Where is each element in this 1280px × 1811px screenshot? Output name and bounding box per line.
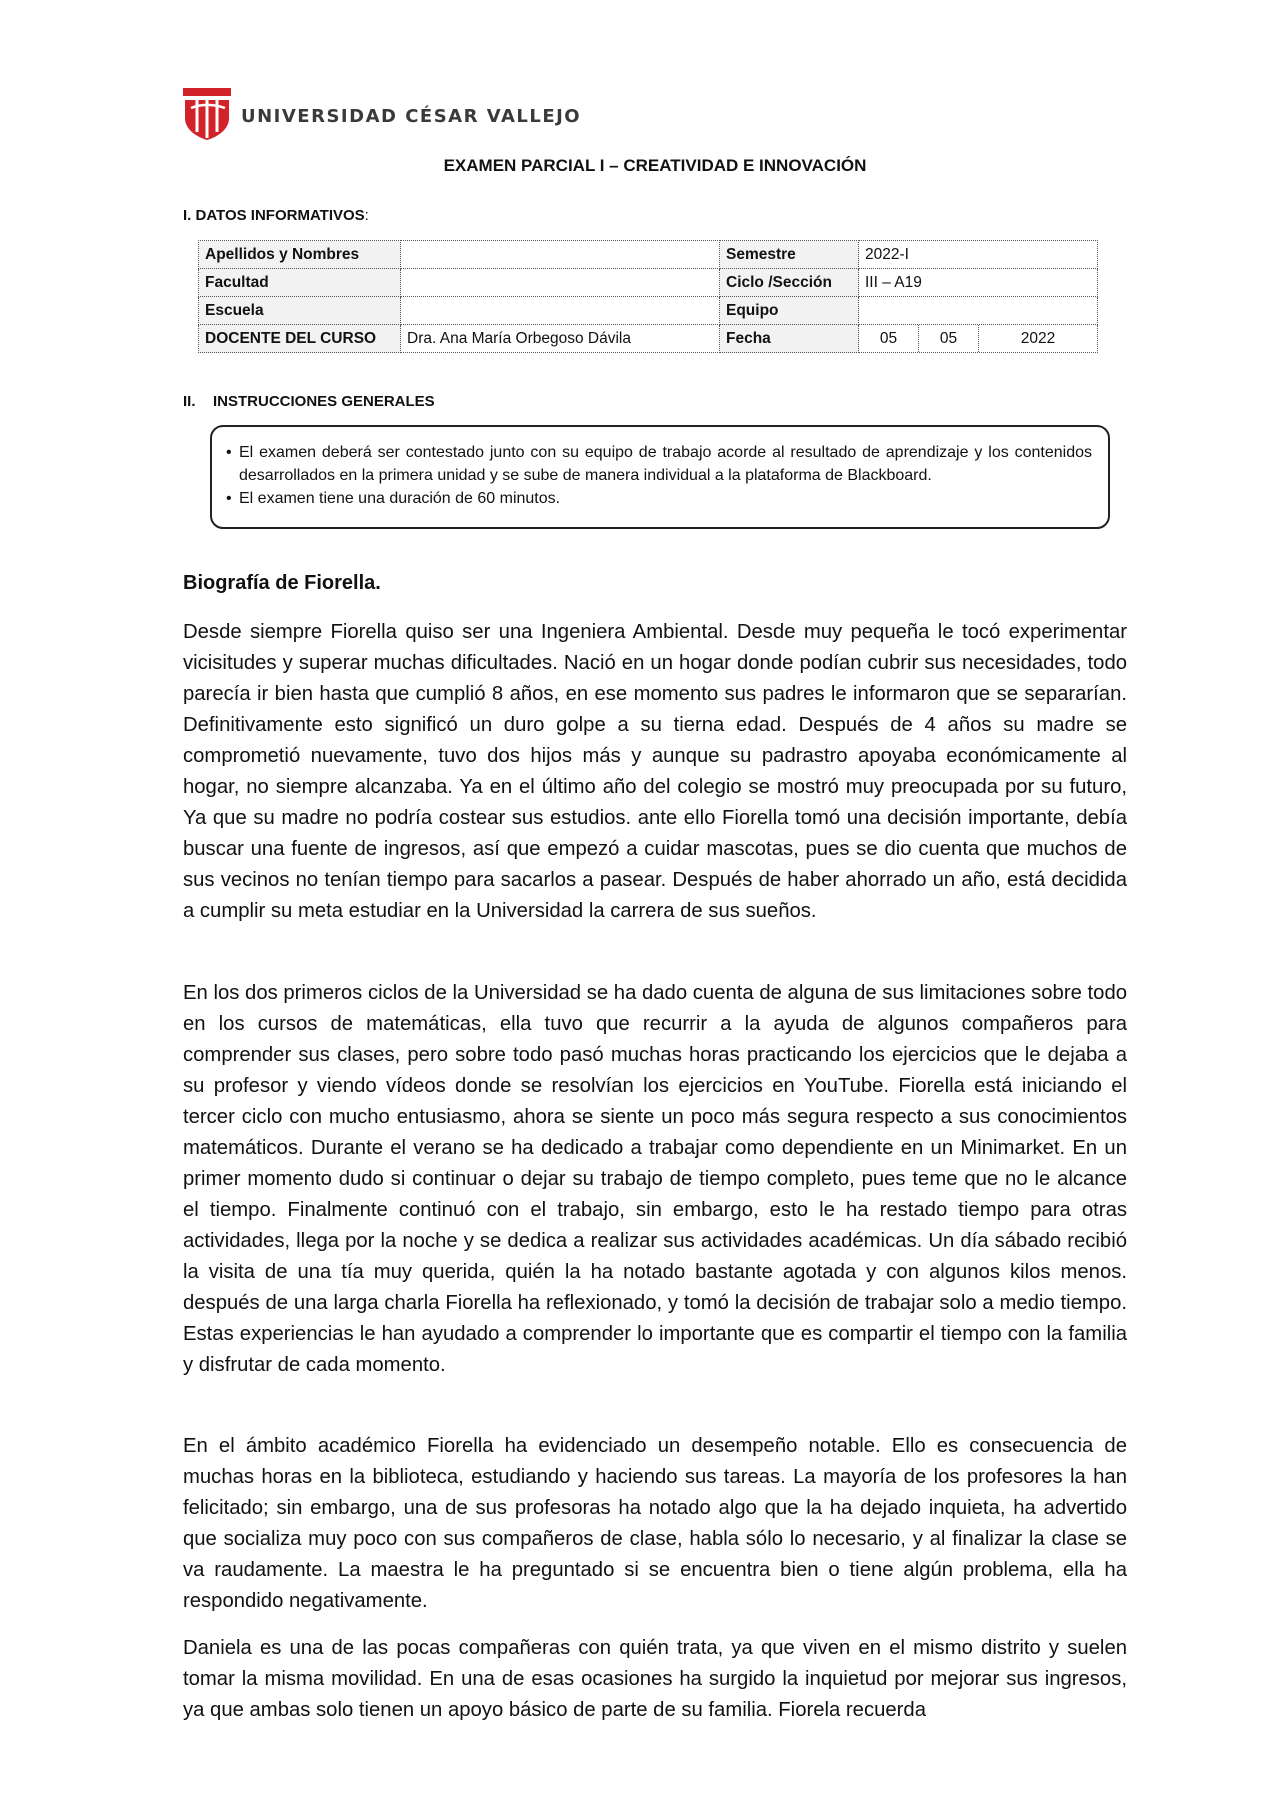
value-facultad bbox=[401, 269, 720, 297]
biography-paragraph: En el ámbito académico Fiorella ha evidenciado un desempeño notable. Ello es consecuencia de muchas horas en la biblioteca, estudiando y haciendo sus tareas. La mayoría de los profesores la han felicitado; sin embargo, una de sus profesoras ha notado algo que la ha dejado inquieta, ha advertido que socializa muy poco con sus compañeros de clase, habla sólo lo necesario, y al finalizar la clase se va raudamente. La maestra le ha preguntado si se encuentra bien o tiene algún problema, ella ha respondido negativamente. bbox=[183, 1435, 1127, 1612]
date-day: 05 bbox=[879, 330, 898, 347]
section-instrucciones-heading bbox=[183, 393, 435, 410]
section-number: II. bbox=[183, 393, 196, 410]
value-fecha bbox=[859, 325, 1098, 353]
instruction-text: El examen deberá ser contestado junto con su equipo de trabajo acorde al resultado de aprendizaje y los contenidos desarrollados en la primera unidad y se sube de manera individual a la plataforma de Blackboard. bbox=[239, 444, 1092, 484]
list-item bbox=[226, 441, 1092, 487]
bullet-icon: • bbox=[226, 444, 232, 461]
value-ciclo: III – A19 bbox=[859, 269, 1098, 297]
university-name: UNIVERSIDAD CÉSAR VALLEJO bbox=[241, 106, 582, 127]
date-fields bbox=[859, 325, 1097, 352]
label-fecha: Fecha bbox=[720, 325, 859, 353]
university-logo bbox=[183, 86, 581, 141]
label-apellidos: Apellidos y Nombres bbox=[199, 241, 401, 269]
table-row bbox=[199, 241, 1098, 269]
biography-paragraph: En los dos primeros ciclos de la Universidad se ha dado cuenta de alguna de sus limitaciones sobre todo en los cursos de matemáticas, ella tuvo que recurrir a la ayuda de algunos compañeros para comprender sus clases, pero sobre todo pasó muchas horas practicando los ejercicios que le dejaba a su profesor y viendo vídeos donde se resolvían los ejercicios en YouTube. Fiorella está iniciando el tercer ciclo con mucho entusiasmo, ahora se siente un poco más segura respecto a sus conocimientos matemáticos. Durante el verano se ha dedicado a trabajar como dependiente en un Minimarket. En un primer momento dudo si continuar o dejar su trabajo de tiempo completo, pues teme que no le alcance el tiempo. Finalmente continuó con el trabajo, sin embargo, esto le ha restado tiempo para otras actividades, llega por la noche y se dedica a realizar sus actividades académicas. Un día sábado recibió la visita de una tía muy querida, quién la ha notado bastante agotada y con algunos kilos menos. después de una larga charla Fiorella ha reflexionado, y tomó la decisión de trabajar solo a medio tiempo. Estas experiencias le han ayudado a comprender lo importante que es compartir el tiempo con la familia y disfrutar de cada momento. bbox=[183, 982, 1127, 1376]
instruction-text: El examen tiene una duración de 60 minutos. bbox=[239, 490, 561, 507]
label-docente: DOCENTE DEL CURSO bbox=[199, 325, 401, 353]
section-datos-heading bbox=[183, 207, 369, 224]
biography-paragraph: Daniela es una de las pocas compañeras con quién trata, ya que viven en el mismo distrito y suelen tomar la misma movilidad. En una de esas ocasiones ha surgido la inquietud por mejorar sus ingresos, ya que ambas solo tienen un apoyo básico de parte de su familia. Fiorela recuerda bbox=[183, 1637, 1127, 1721]
label-facultad: Facultad bbox=[199, 269, 401, 297]
value-equipo bbox=[859, 297, 1098, 325]
table-row bbox=[199, 325, 1098, 353]
value-apellidos bbox=[401, 241, 720, 269]
label-equipo: Equipo bbox=[720, 297, 859, 325]
section-datos-heading-text: I. DATOS INFORMATIVOS bbox=[183, 207, 365, 224]
table-row bbox=[199, 269, 1098, 297]
university-shield-icon bbox=[183, 88, 231, 140]
exam-title: EXAMEN PARCIAL I – CREATIVIDAD E INNOVACIÓN bbox=[443, 156, 867, 175]
biography-heading: Biografía de Fiorella. bbox=[183, 572, 381, 594]
bullet-icon: • bbox=[226, 490, 232, 507]
value-docente: Dra. Ana María Orbegoso Dávila bbox=[401, 325, 720, 353]
list-item bbox=[226, 487, 1092, 510]
table-row bbox=[199, 297, 1098, 325]
section-instrucciones-title: INSTRUCCIONES GENERALES bbox=[213, 393, 435, 410]
date-year: 2022 bbox=[978, 325, 1097, 352]
instructions-box bbox=[210, 425, 1110, 529]
label-escuela: Escuela bbox=[199, 297, 401, 325]
label-ciclo: Ciclo /Sección bbox=[720, 269, 859, 297]
biography-paragraph: Desde siempre Fiorella quiso ser una Ingeniera Ambiental. Desde muy pequeña le tocó experimentar vicisitudes y superar muchas dificultades. Nació en un hogar donde podían cubrir sus necesidades, todo parecía ir bien hasta que cumplió 8 años, en ese momento sus padres le informaron que se separarían. Definitivamente esto significó un duro golpe a su tierna edad. Después de 4 años su madre se comprometió nuevamente, tuvo dos hijos más y aunque su padrastro apoyaba económicamente al hogar, no siempre alcanzaba. Ya en el último año del colegio se mostró muy preocupada por su futuro, Ya que su madre no podría costear sus estudios. ante ello Fiorella tomó una decisión importante, debía buscar una fuente de ingresos, así que empezó a cuidar mascotas, pues se dio cuenta que muchos de sus vecinos no tenían tiempo para sacarlos a pasear. Después de haber ahorrado un año, está decidida a cumplir su meta estudiar en la Universidad la carrera de sus sueños. bbox=[183, 621, 1127, 922]
date-month: 05 bbox=[918, 325, 978, 352]
datos-table bbox=[198, 240, 1098, 353]
value-escuela bbox=[401, 297, 720, 325]
value-semestre: 2022-I bbox=[859, 241, 1098, 269]
section-datos-heading-colon: : bbox=[364, 207, 369, 224]
label-semestre: Semestre bbox=[720, 241, 859, 269]
